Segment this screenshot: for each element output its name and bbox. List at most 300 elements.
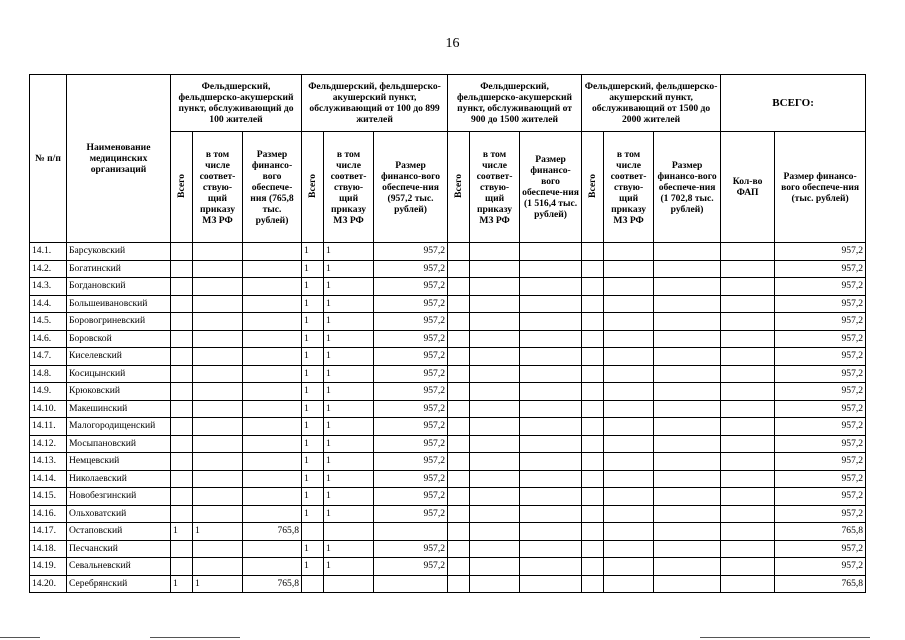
total-count-cell: 1	[302, 243, 324, 261]
empty-cell	[654, 453, 721, 471]
empty-cell	[654, 540, 721, 558]
header-group-1500-2000: Фельдшерский, фельдшерско-акушерский пункт, обслуживающий от 1500 до 2000 жителей	[582, 75, 721, 132]
fap-count-cell	[721, 540, 775, 558]
table-row	[30, 313, 866, 331]
empty-cell	[604, 418, 654, 436]
empty-cell	[604, 243, 654, 261]
empty-cell	[171, 330, 193, 348]
empty-cell	[520, 313, 582, 331]
order-count-cell: 1	[324, 453, 374, 471]
total-count-cell: 1	[302, 383, 324, 401]
fap-count-cell	[721, 470, 775, 488]
empty-cell	[654, 400, 721, 418]
row-number: 14.17.	[30, 523, 67, 541]
empty-cell	[193, 418, 243, 436]
empty-cell	[171, 348, 193, 366]
header-funding: Размер финансо-вого обеспече-ния (1 516,4 тыс. рублей)	[520, 132, 582, 243]
funding-cell: 957,2	[374, 453, 448, 471]
empty-cell	[302, 523, 324, 541]
empty-cell	[470, 575, 520, 593]
header-order-count: в том числе соответ-ствую-щий приказу МЗ РФ	[324, 132, 374, 243]
total-count-cell: 1	[302, 505, 324, 523]
empty-cell	[582, 540, 604, 558]
order-count-cell: 1	[324, 313, 374, 331]
order-count-cell: 1	[324, 365, 374, 383]
empty-cell	[193, 365, 243, 383]
empty-cell	[582, 348, 604, 366]
empty-cell	[171, 488, 193, 506]
row-number: 14.6.	[30, 330, 67, 348]
organization-name: Песчанский	[67, 540, 171, 558]
fap-count-cell	[721, 523, 775, 541]
empty-cell	[520, 523, 582, 541]
empty-cell	[654, 243, 721, 261]
empty-cell	[193, 243, 243, 261]
empty-cell	[520, 295, 582, 313]
empty-cell	[448, 470, 470, 488]
funding-cell: 957,2	[374, 260, 448, 278]
empty-cell	[470, 330, 520, 348]
total-funding-cell: 957,2	[775, 453, 866, 471]
empty-cell	[243, 243, 302, 261]
empty-cell	[448, 330, 470, 348]
empty-cell	[243, 348, 302, 366]
empty-cell	[448, 295, 470, 313]
organization-name: Барсуковский	[67, 243, 171, 261]
empty-cell	[582, 278, 604, 296]
order-count-cell: 1	[324, 295, 374, 313]
funding-cell: 957,2	[374, 488, 448, 506]
total-count-cell: 1	[302, 470, 324, 488]
fap-count-cell	[721, 383, 775, 401]
empty-cell	[171, 243, 193, 261]
total-count-cell: 1	[302, 295, 324, 313]
empty-cell	[448, 260, 470, 278]
empty-cell	[193, 505, 243, 523]
total-funding-cell: 957,2	[775, 558, 866, 576]
organization-name: Севальневский	[67, 558, 171, 576]
empty-cell	[193, 260, 243, 278]
empty-cell	[448, 558, 470, 576]
header-group-100-899: Фельдшерский, фельдшерско-акушерский пункт, обслуживающий от 100 до 899 жителей	[302, 75, 448, 132]
table-row	[30, 540, 866, 558]
organization-name: Немцевский	[67, 453, 171, 471]
fap-count-cell	[721, 453, 775, 471]
header-funding: Размер финансо-вого обеспече-ния (1 702,8 тыс. рублей)	[654, 132, 721, 243]
funding-cell: 957,2	[374, 243, 448, 261]
empty-cell	[193, 278, 243, 296]
header-total-funding: Размер финансо-вого обеспече-ния (тыс. рублей)	[775, 132, 866, 243]
empty-cell	[470, 453, 520, 471]
fap-count-cell	[721, 330, 775, 348]
empty-cell	[654, 418, 721, 436]
funding-cell: 957,2	[374, 400, 448, 418]
total-funding-cell: 957,2	[775, 383, 866, 401]
row-number: 14.14.	[30, 470, 67, 488]
empty-cell	[171, 435, 193, 453]
fap-count-cell	[721, 400, 775, 418]
organization-name: Косицынский	[67, 365, 171, 383]
funding-cell: 957,2	[374, 330, 448, 348]
organization-name: Мосыпановский	[67, 435, 171, 453]
empty-cell	[448, 400, 470, 418]
header-group-total: ВСЕГО:	[721, 75, 866, 132]
empty-cell	[582, 505, 604, 523]
header-total-count: Всего	[448, 132, 470, 243]
empty-cell	[654, 435, 721, 453]
empty-cell	[448, 505, 470, 523]
empty-cell	[582, 575, 604, 593]
row-number: 14.20.	[30, 575, 67, 593]
empty-cell	[243, 540, 302, 558]
empty-cell	[470, 488, 520, 506]
empty-cell	[470, 295, 520, 313]
table-row	[30, 383, 866, 401]
total-count-cell: 1	[302, 260, 324, 278]
total-funding-cell: 957,2	[775, 348, 866, 366]
funding-cell: 957,2	[374, 540, 448, 558]
empty-cell	[243, 470, 302, 488]
empty-cell	[582, 435, 604, 453]
empty-cell	[374, 523, 448, 541]
funding-cell: 957,2	[374, 418, 448, 436]
empty-cell	[582, 453, 604, 471]
table-row	[30, 453, 866, 471]
row-number: 14.1.	[30, 243, 67, 261]
total-funding-cell: 957,2	[775, 540, 866, 558]
fap-count-cell	[721, 313, 775, 331]
empty-cell	[470, 418, 520, 436]
funding-cell: 957,2	[374, 470, 448, 488]
empty-cell	[470, 540, 520, 558]
empty-cell	[193, 295, 243, 313]
empty-cell	[582, 365, 604, 383]
row-number: 14.18.	[30, 540, 67, 558]
total-count-cell: 1	[171, 523, 193, 541]
funding-cell: 957,2	[374, 295, 448, 313]
scan-artifact-line	[0, 637, 40, 638]
order-count-cell: 1	[324, 260, 374, 278]
total-count-cell: 1	[171, 575, 193, 593]
empty-cell	[448, 383, 470, 401]
empty-cell	[448, 575, 470, 593]
fap-count-cell	[721, 435, 775, 453]
table-row	[30, 523, 866, 541]
empty-cell	[520, 558, 582, 576]
empty-cell	[604, 540, 654, 558]
empty-cell	[654, 260, 721, 278]
total-funding-cell: 957,2	[775, 313, 866, 331]
empty-cell	[604, 348, 654, 366]
order-count-cell: 1	[324, 348, 374, 366]
header-organization: Наименование медицинских организаций	[67, 75, 171, 243]
header-total-count: Всего	[582, 132, 604, 243]
header-group-900-1500: Фельдшерский, фельдшерско-акушерский пункт, обслуживающий от 900 до 1500 жителей	[448, 75, 582, 132]
row-number: 14.12.	[30, 435, 67, 453]
header-funding: Размер финансо-вого обеспече-ния (765,8 тыс. рублей)	[243, 132, 302, 243]
funding-cell: 957,2	[374, 558, 448, 576]
funding-cell: 957,2	[374, 313, 448, 331]
empty-cell	[604, 260, 654, 278]
empty-cell	[193, 540, 243, 558]
table-row	[30, 365, 866, 383]
empty-cell	[243, 295, 302, 313]
empty-cell	[582, 260, 604, 278]
empty-cell	[520, 400, 582, 418]
empty-cell	[171, 453, 193, 471]
table-row	[30, 470, 866, 488]
empty-cell	[582, 418, 604, 436]
funding-cell: 957,2	[374, 365, 448, 383]
total-funding-cell: 957,2	[775, 295, 866, 313]
empty-cell	[582, 470, 604, 488]
table-row	[30, 488, 866, 506]
empty-cell	[520, 540, 582, 558]
total-count-cell: 1	[302, 488, 324, 506]
order-count-cell: 1	[324, 488, 374, 506]
total-count-cell: 1	[302, 418, 324, 436]
header-group-up-to-100: Фельдшерский, фельдшерско-акушерский пункт, обслуживающий до 100 жителей	[171, 75, 302, 132]
empty-cell	[604, 278, 654, 296]
empty-cell	[520, 348, 582, 366]
empty-cell	[582, 295, 604, 313]
table-row	[30, 295, 866, 313]
total-count-cell: 1	[302, 330, 324, 348]
empty-cell	[604, 523, 654, 541]
table-row	[30, 260, 866, 278]
empty-cell	[654, 470, 721, 488]
empty-cell	[604, 505, 654, 523]
empty-cell	[193, 558, 243, 576]
empty-cell	[582, 330, 604, 348]
empty-cell	[448, 313, 470, 331]
total-funding-cell: 957,2	[775, 243, 866, 261]
row-number: 14.7.	[30, 348, 67, 366]
empty-cell	[470, 278, 520, 296]
empty-cell	[243, 383, 302, 401]
empty-cell	[171, 558, 193, 576]
organization-name: Боровогриневский	[67, 313, 171, 331]
total-funding-cell: 957,2	[775, 365, 866, 383]
header-number: № п/п	[30, 75, 67, 243]
empty-cell	[654, 330, 721, 348]
empty-cell	[520, 330, 582, 348]
empty-cell	[243, 278, 302, 296]
total-count-cell: 1	[302, 400, 324, 418]
empty-cell	[171, 295, 193, 313]
empty-cell	[604, 435, 654, 453]
empty-cell	[470, 470, 520, 488]
empty-cell	[243, 365, 302, 383]
empty-cell	[193, 453, 243, 471]
table-row	[30, 400, 866, 418]
row-number: 14.15.	[30, 488, 67, 506]
empty-cell	[171, 260, 193, 278]
order-count-cell: 1	[324, 540, 374, 558]
total-count-cell: 1	[302, 540, 324, 558]
fap-count-cell	[721, 575, 775, 593]
empty-cell	[470, 365, 520, 383]
empty-cell	[448, 488, 470, 506]
empty-cell	[193, 470, 243, 488]
table-row	[30, 330, 866, 348]
organization-name: Новобезгинский	[67, 488, 171, 506]
organization-name: Боровской	[67, 330, 171, 348]
empty-cell	[654, 295, 721, 313]
row-number: 14.8.	[30, 365, 67, 383]
empty-cell	[448, 453, 470, 471]
empty-cell	[171, 418, 193, 436]
fap-count-cell	[721, 365, 775, 383]
empty-cell	[470, 435, 520, 453]
page-number: 16	[445, 36, 460, 51]
empty-cell	[171, 505, 193, 523]
order-count-cell: 1	[324, 418, 374, 436]
table-row	[30, 558, 866, 576]
empty-cell	[582, 243, 604, 261]
header-order-count: в том числе соответ-ствую-щий приказу МЗ РФ	[604, 132, 654, 243]
empty-cell	[520, 470, 582, 488]
header-fap-count: Кол-во ФАП	[721, 132, 775, 243]
funding-cell: 765,8	[243, 575, 302, 593]
table-row	[30, 348, 866, 366]
empty-cell	[243, 453, 302, 471]
empty-cell	[654, 313, 721, 331]
empty-cell	[193, 330, 243, 348]
empty-cell	[470, 523, 520, 541]
total-funding-cell: 765,8	[775, 575, 866, 593]
order-count-cell: 1	[324, 330, 374, 348]
organization-name: Серебрянский	[67, 575, 171, 593]
empty-cell	[243, 260, 302, 278]
organization-name: Остаповский	[67, 523, 171, 541]
empty-cell	[171, 540, 193, 558]
empty-cell	[654, 505, 721, 523]
empty-cell	[654, 575, 721, 593]
table-row	[30, 575, 866, 593]
header-order-count: в том числе соответ-ствую-щий приказу МЗ РФ	[193, 132, 243, 243]
row-number: 14.4.	[30, 295, 67, 313]
order-count-cell: 1	[324, 435, 374, 453]
header-total-count: Всего	[171, 132, 193, 243]
row-number: 14.19.	[30, 558, 67, 576]
row-number: 14.13.	[30, 453, 67, 471]
empty-cell	[448, 278, 470, 296]
table-row	[30, 435, 866, 453]
organization-name: Большеивановский	[67, 295, 171, 313]
empty-cell	[654, 348, 721, 366]
total-funding-cell: 957,2	[775, 470, 866, 488]
empty-cell	[448, 365, 470, 383]
empty-cell	[520, 435, 582, 453]
empty-cell	[604, 488, 654, 506]
row-number: 14.16.	[30, 505, 67, 523]
organization-name: Киселевский	[67, 348, 171, 366]
scan-artifact-line	[700, 637, 870, 638]
fap-count-cell	[721, 278, 775, 296]
empty-cell	[243, 418, 302, 436]
header-order-count: в том числе соответ-ствую-щий приказу МЗ РФ	[470, 132, 520, 243]
order-count-cell: 1	[193, 523, 243, 541]
total-funding-cell: 957,2	[775, 435, 866, 453]
empty-cell	[243, 400, 302, 418]
empty-cell	[582, 400, 604, 418]
table-row	[30, 243, 866, 261]
empty-cell	[470, 313, 520, 331]
total-count-cell: 1	[302, 278, 324, 296]
empty-cell	[324, 575, 374, 593]
empty-cell	[520, 260, 582, 278]
empty-cell	[470, 383, 520, 401]
empty-cell	[171, 470, 193, 488]
funding-cell: 957,2	[374, 435, 448, 453]
empty-cell	[604, 295, 654, 313]
empty-cell	[470, 400, 520, 418]
header-funding: Размер финансо-вого обеспече-ния (957,2 тыс. рублей)	[374, 132, 448, 243]
row-number: 14.2.	[30, 260, 67, 278]
empty-cell	[520, 383, 582, 401]
empty-cell	[171, 278, 193, 296]
order-count-cell: 1	[324, 243, 374, 261]
empty-cell	[520, 575, 582, 593]
total-funding-cell: 957,2	[775, 260, 866, 278]
empty-cell	[604, 575, 654, 593]
order-count-cell: 1	[324, 558, 374, 576]
scan-artifact-line	[150, 637, 240, 638]
empty-cell	[171, 365, 193, 383]
fap-count-cell	[721, 418, 775, 436]
fap-count-cell	[721, 558, 775, 576]
empty-cell	[582, 313, 604, 331]
total-funding-cell: 957,2	[775, 488, 866, 506]
empty-cell	[302, 575, 324, 593]
total-count-cell: 1	[302, 435, 324, 453]
total-count-cell: 1	[302, 348, 324, 366]
row-number: 14.10.	[30, 400, 67, 418]
table-row	[30, 505, 866, 523]
funding-table	[29, 74, 866, 593]
organization-name: Богдановский	[67, 278, 171, 296]
empty-cell	[171, 313, 193, 331]
organization-name: Крюковский	[67, 383, 171, 401]
empty-cell	[243, 330, 302, 348]
funding-cell: 957,2	[374, 348, 448, 366]
empty-cell	[243, 558, 302, 576]
total-count-cell: 1	[302, 365, 324, 383]
total-count-cell: 1	[302, 453, 324, 471]
empty-cell	[604, 365, 654, 383]
empty-cell	[470, 260, 520, 278]
empty-cell	[604, 330, 654, 348]
empty-cell	[470, 505, 520, 523]
empty-cell	[654, 365, 721, 383]
empty-cell	[654, 558, 721, 576]
fap-count-cell	[721, 505, 775, 523]
empty-cell	[448, 435, 470, 453]
empty-cell	[470, 243, 520, 261]
funding-cell: 957,2	[374, 278, 448, 296]
organization-name: Богатинский	[67, 260, 171, 278]
total-funding-cell: 957,2	[775, 418, 866, 436]
fap-count-cell	[721, 243, 775, 261]
empty-cell	[448, 243, 470, 261]
empty-cell	[193, 383, 243, 401]
row-number: 14.9.	[30, 383, 67, 401]
empty-cell	[582, 558, 604, 576]
total-count-cell: 1	[302, 313, 324, 331]
empty-cell	[604, 470, 654, 488]
row-number: 14.11.	[30, 418, 67, 436]
